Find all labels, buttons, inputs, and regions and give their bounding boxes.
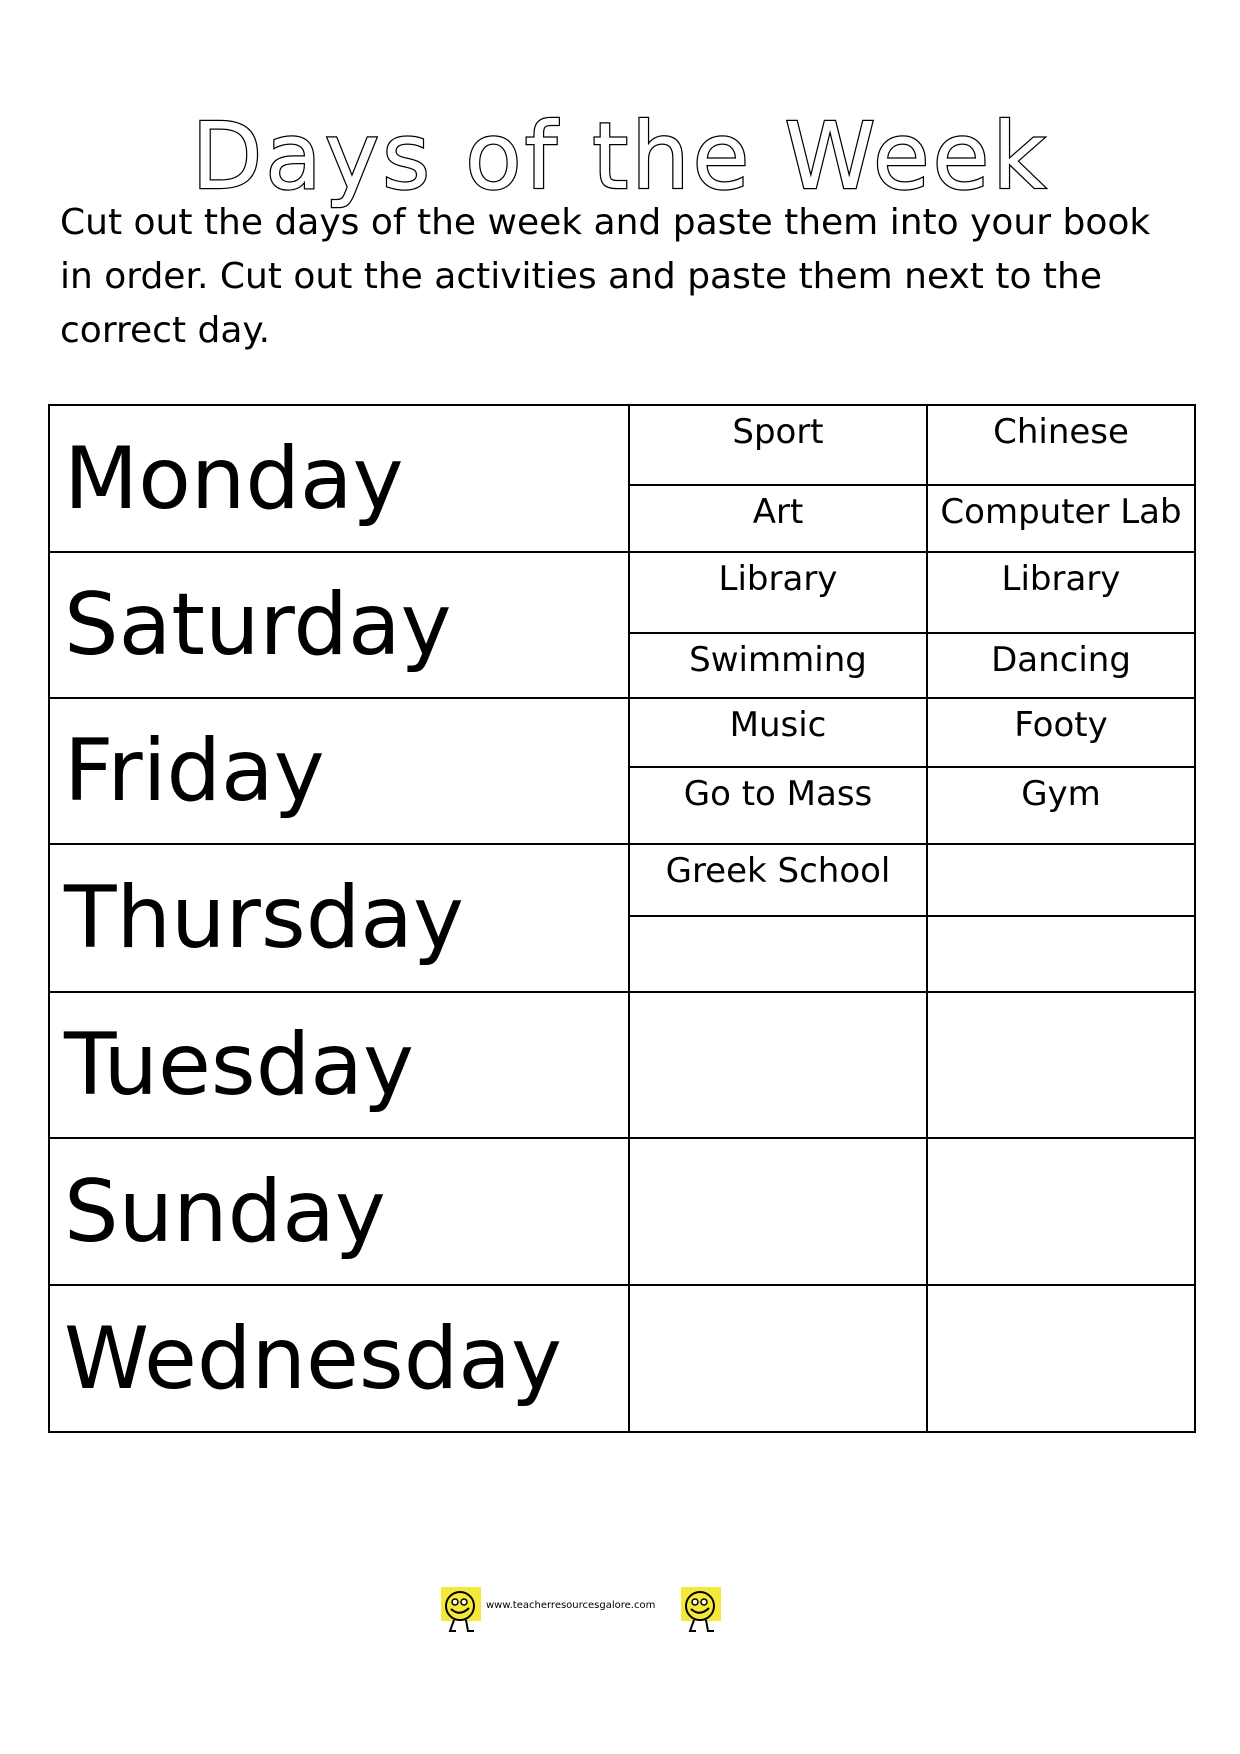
table-row — [49, 698, 1195, 767]
activity-cell: Greek School — [629, 844, 927, 916]
activity-cell — [927, 992, 1195, 1138]
table-row — [49, 552, 1195, 633]
instructions-text: Cut out the days of the week and paste them into your book in order. Cut out the activities and paste them next to the correct day. — [60, 202, 1151, 351]
activity-cell: Art — [629, 485, 927, 552]
day-cell-saturday: Saturday — [49, 552, 629, 698]
activity-cell: Dancing — [927, 633, 1195, 698]
worksheet-title: Days of the Week — [191, 102, 1049, 210]
smiley-mascot-icon — [680, 1586, 724, 1636]
activity-cell: Library — [927, 552, 1195, 633]
activity-cell: Music — [629, 698, 927, 767]
days-activities-table — [48, 404, 1196, 1433]
day-cell-tuesday: Tuesday — [49, 992, 629, 1138]
activity-cell: Go to Mass — [629, 767, 927, 844]
activity-cell: Chinese — [927, 405, 1195, 485]
footer — [440, 1586, 730, 1636]
activity-cell — [927, 916, 1195, 992]
day-cell-thursday: Thursday — [49, 844, 629, 992]
table-row — [49, 1285, 1195, 1432]
activity-cell: Library — [629, 552, 927, 633]
activity-cell — [629, 1285, 927, 1432]
footer-url: www.teacherresourcesgalore.com — [486, 1600, 656, 1611]
day-cell-monday: Monday — [49, 405, 629, 552]
table-row — [49, 992, 1195, 1138]
activity-cell — [927, 1285, 1195, 1432]
smiley-mascot-icon — [440, 1586, 484, 1636]
activity-cell: Gym — [927, 767, 1195, 844]
activity-cell — [629, 1138, 927, 1285]
day-cell-sunday: Sunday — [49, 1138, 629, 1285]
activity-cell: Swimming — [629, 633, 927, 698]
table-row — [49, 844, 1195, 916]
day-cell-friday: Friday — [49, 698, 629, 844]
table-row — [49, 405, 1195, 485]
activity-cell: Footy — [927, 698, 1195, 767]
table-row — [49, 1138, 1195, 1285]
activity-cell — [927, 844, 1195, 916]
activity-cell — [927, 1138, 1195, 1285]
day-cell-wednesday: Wednesday — [49, 1285, 629, 1432]
activity-cell — [629, 916, 927, 992]
activity-cell: Sport — [629, 405, 927, 485]
activity-cell — [629, 992, 927, 1138]
activity-cell: Computer Lab — [927, 485, 1195, 552]
